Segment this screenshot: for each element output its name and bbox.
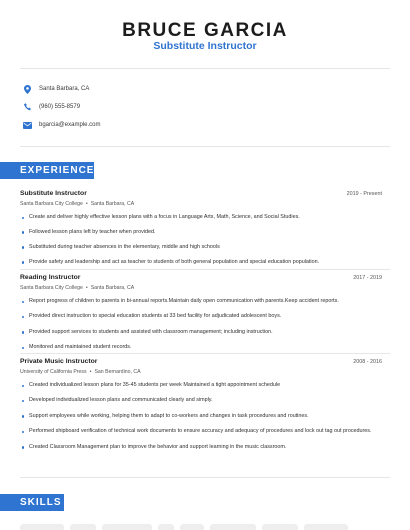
bullet-item: Provided support services to students and assisted with classroom management; including instruction. <box>20 329 382 336</box>
meta-separator: • <box>85 201 88 207</box>
bullet-item: Create and deliver highly effective lesson plans with a focus in Language Arts, Math, Science, and Social Studies. <box>20 214 382 221</box>
location-pin-icon <box>23 85 32 94</box>
bullet-item: Provide safety and leadership and act as teacher to students of both general population and special education population. <box>20 259 382 266</box>
skill-chip <box>262 524 298 530</box>
bullet-item: Created individualized lesson plans for 35-45 students per week Maintained a tight appointment schedule <box>20 382 382 389</box>
skill-chip <box>158 524 174 530</box>
contact-divider <box>20 146 390 147</box>
job-org: University of California Press <box>20 369 87 375</box>
skill-chip <box>304 524 348 530</box>
job-role: Substitute Instructor <box>20 190 87 197</box>
bullet-item: Provided direct instruction to special education students at 33 bed facility for adjudicated adolescent boys. <box>20 313 382 320</box>
contact-phone-text: (960) 555-8579 <box>39 104 81 110</box>
meta-separator: • <box>89 369 92 375</box>
bullet-item: Report progress of children to parents in bi-annual reports.Maintain daily open communication with parents.Keep accident reports. <box>20 298 382 305</box>
job-dates: 2008 - 2016 <box>353 359 382 365</box>
job-bullets <box>20 298 382 352</box>
job-bullets <box>20 214 382 266</box>
resume-name: BRUCE GARCIA <box>122 20 288 41</box>
bullet-item: Support employees while working, helping them to adapt to co-workers and changes in task procedures and routines. <box>20 413 382 420</box>
job-org: Santa Barbara City College <box>20 201 83 207</box>
job-org: Santa Barbara City College <box>20 285 83 291</box>
meta-separator: • <box>85 285 88 291</box>
contact-email-text[interactable]: bgarcia@example.com <box>39 122 101 128</box>
job-role: Reading Instructor <box>20 274 81 281</box>
contact-location <box>23 83 89 95</box>
job-place: Santa Barbara, CA <box>90 285 135 291</box>
email-icon <box>23 121 32 130</box>
job-dates: 2017 - 2019 <box>353 275 382 281</box>
bullet-item: Substituted during teacher absences in the elementary, middle and high schools <box>20 244 382 251</box>
skill-chip <box>210 524 256 530</box>
job-divider <box>20 353 390 354</box>
job-place: San Bernardino, CA <box>94 369 141 375</box>
bullet-item: Created Classroom Management plan to improve the behavior and support learning in the music classroom. <box>20 444 382 451</box>
bullet-item: Performed shipboard verification of technical work documents to ensure accuracy and adequacy of procedures and lock out tag out procedures. <box>20 428 382 435</box>
experience-end-divider <box>20 477 390 478</box>
job-place: Santa Barbara, CA <box>90 201 135 207</box>
bullet-item: Developed individualized lesson plans and communicated clearly and simply. <box>20 397 382 404</box>
header-divider <box>20 68 390 69</box>
experience-item <box>20 190 382 266</box>
phone-icon <box>23 103 32 112</box>
bullet-item: Monitored and maintained student records. <box>20 344 382 351</box>
resume-job-title: Substitute Instructor <box>153 40 257 52</box>
skill-chip <box>20 524 64 530</box>
experience-item <box>20 274 382 352</box>
section-experience-heading: EXPERIENCE <box>0 162 94 179</box>
bullet-item: Followed lesson plans left by teacher when provided. <box>20 229 382 236</box>
section-skills-heading: SKILLS <box>0 494 64 511</box>
job-dates: 2019 - Present <box>346 191 382 197</box>
job-divider <box>20 269 390 270</box>
contact-email[interactable] <box>23 119 100 131</box>
contact-location-text: Santa Barbara, CA <box>39 86 90 92</box>
job-bullets <box>20 382 382 451</box>
skill-chip <box>70 524 96 530</box>
skill-chip <box>102 524 152 530</box>
job-role: Private Music Instructor <box>20 358 98 365</box>
contact-phone <box>23 101 80 113</box>
experience-item <box>20 358 382 451</box>
skill-chip <box>180 524 204 530</box>
